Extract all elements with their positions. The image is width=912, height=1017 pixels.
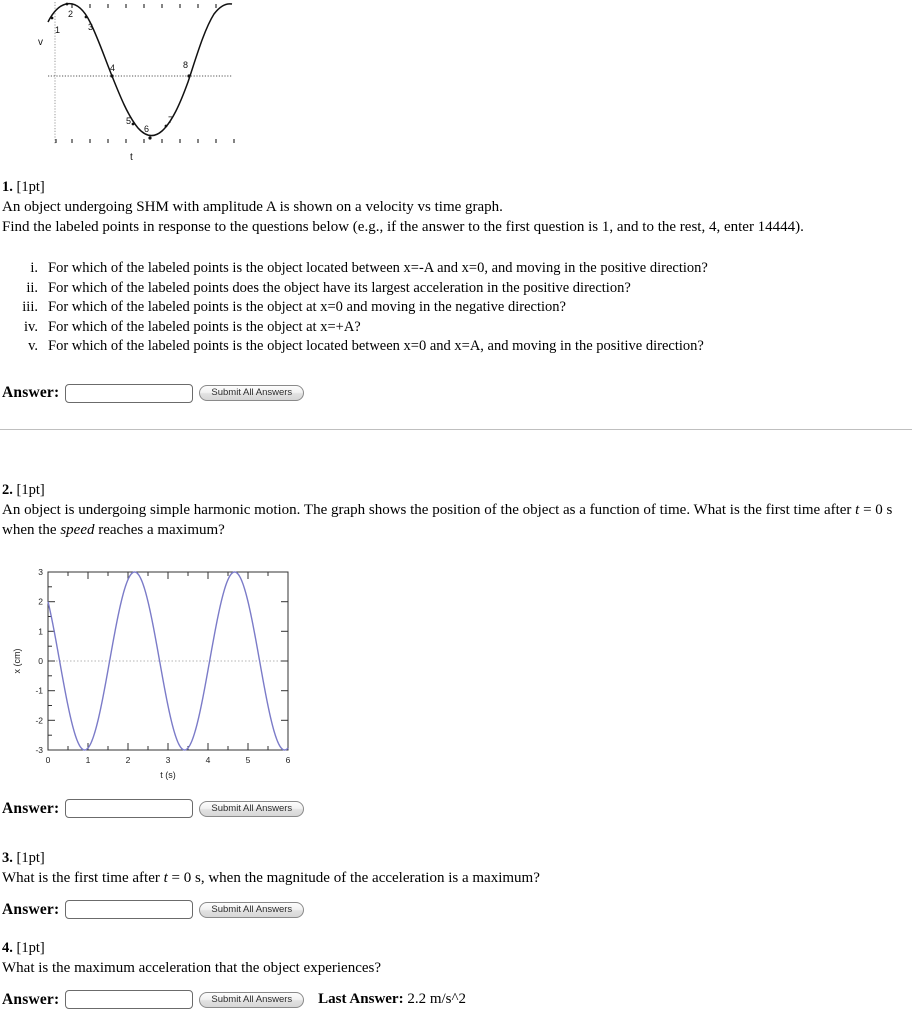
svg-text:4: 4 (205, 755, 211, 765)
question-4-answer-row (2, 990, 912, 1009)
answer-input-1[interactable] (65, 384, 193, 403)
point-label-4: 4 (110, 63, 116, 73)
velocity-vs-time-svg (0, 0, 300, 170)
svg-text:5: 5 (245, 755, 251, 765)
point-label-2: 2 (68, 9, 74, 19)
question-1-paragraph-2: Find the labeled points in response to the questions below (e.g., if the answer to the first question is 1, and to the rest, 4, enter 14444). (2, 219, 804, 235)
question-3-text-part-1: What is the first time after (2, 870, 164, 886)
point-label-1: 1 (55, 25, 61, 35)
last-answer-value: 2.2 m/s^2 (407, 991, 467, 1007)
question-3-text-part-2: = 0 s, when the magnitude of the acceleration is a maximum? (167, 870, 540, 886)
question-2-text (2, 500, 908, 540)
point-label-5: 5 (126, 116, 132, 126)
sub-question-text-i: For which of the labeled points is the object located between x=-A and x=0, and moving in the positive direction? (48, 260, 708, 276)
svg-text:3: 3 (38, 567, 43, 577)
answer-input-3[interactable] (65, 900, 193, 919)
point-label-8: 8 (183, 60, 189, 70)
sub-question-marker-i: i. (30, 260, 38, 276)
question-3-number: 3. (2, 850, 13, 866)
question-2-text-part-2: = 0 s when the (2, 502, 893, 538)
t-s-axis-label: t (s) (160, 770, 176, 780)
point-label-3: 3 (88, 22, 94, 32)
answer-label-2: Answer: (2, 799, 60, 817)
answer-label-4: Answer: (2, 990, 60, 1008)
question-2-block (0, 481, 912, 818)
submit-all-answers-button-2[interactable]: Submit All Answers (199, 801, 304, 817)
y-tick-labels (35, 567, 43, 755)
sub-question-i (0, 259, 912, 279)
question-1-block (0, 178, 912, 430)
svg-text:1: 1 (38, 626, 43, 637)
question-1-points: [1pt] (16, 179, 45, 195)
svg-text:6: 6 (285, 755, 291, 765)
sub-question-marker-v: v. (28, 338, 38, 354)
x-tick-labels (46, 755, 291, 765)
sub-question-v (0, 337, 912, 357)
x-cm-axis-label: x (cm) (12, 648, 22, 674)
sub-question-marker-ii: ii. (26, 279, 38, 296)
question-2-text-part-1: An object is undergoing simple harmonic motion. The graph shows the position of the object as a function of time. What is the first time after (2, 502, 856, 518)
sub-question-iii (0, 298, 912, 318)
svg-text:1: 1 (85, 755, 91, 765)
question-separator (0, 429, 912, 430)
last-answer (318, 991, 466, 1008)
top-tick-marks (72, 4, 216, 8)
point-label-7: 7 (168, 115, 174, 125)
question-3-heading (2, 849, 912, 867)
sub-question-iv (0, 318, 912, 338)
question-4-number: 4. (2, 940, 13, 956)
svg-text:-2: -2 (35, 715, 43, 726)
question-1-paragraph-1: An object undergoing SHM with amplitude A is shown on a velocity vs time graph. (2, 199, 503, 215)
question-2-text-part-3: reaches a maximum? (94, 522, 225, 538)
labeled-point-numbers (55, 9, 188, 134)
position-vs-time-svg (0, 562, 310, 792)
question-4-text: What is the maximum acceleration that the object experiences? (2, 960, 381, 976)
svg-text:3: 3 (165, 755, 171, 765)
question-2-number: 2. (2, 482, 13, 498)
svg-text:2: 2 (125, 755, 131, 765)
question-2-emph-speed: speed (60, 522, 95, 538)
question-3-points: [1pt] (16, 850, 45, 866)
question-3-text (2, 868, 912, 888)
sub-question-marker-iii: iii. (22, 299, 38, 315)
sub-question-ii (0, 279, 912, 299)
question-1-number: 1. (2, 179, 13, 195)
svg-text:0: 0 (45, 755, 51, 765)
answer-input-4[interactable] (65, 990, 193, 1009)
answer-label-3: Answer: (2, 900, 60, 918)
question-2-heading (2, 481, 912, 499)
bottom-tick-marks (56, 139, 234, 143)
t-axis-label: t (130, 152, 133, 163)
submit-all-answers-button-1[interactable]: Submit All Answers (199, 385, 304, 401)
sub-question-text-ii: For which of the labeled points does the object have its largest acceleration in the positive direction? (48, 279, 631, 296)
svg-text:0: 0 (38, 656, 43, 666)
question-2-answer-row (2, 799, 912, 818)
question-1-answer-row (2, 384, 912, 403)
sub-question-marker-iv: iv. (24, 318, 38, 335)
question-2-points: [1pt] (16, 482, 45, 498)
sub-question-text-v: For which of the labeled points is the object located between x=0 and x=A, and moving in the positive direction? (48, 338, 704, 354)
question-1-heading (2, 178, 912, 196)
question-4-block (0, 939, 912, 1009)
answer-input-2[interactable] (65, 799, 193, 818)
question-4-heading (2, 939, 912, 957)
question-3-block (0, 849, 912, 919)
position-vs-time-graph (0, 562, 310, 792)
answer-label-1: Answer: (2, 384, 60, 401)
question-4-points: [1pt] (16, 940, 45, 956)
sub-question-text-iii: For which of the labeled points is the object at x=0 and moving in the negative direction? (48, 299, 566, 315)
velocity-vs-time-graph (0, 0, 300, 170)
svg-text:-3: -3 (35, 745, 43, 755)
question-1-sub-list (0, 259, 912, 357)
submit-all-answers-button-4[interactable]: Submit All Answers (199, 992, 304, 1008)
point-label-6: 6 (144, 124, 150, 134)
sub-question-text-iv: For which of the labeled points is the object at x=+A? (48, 318, 361, 335)
svg-text:-1: -1 (35, 685, 43, 696)
question-2-var-t: t (855, 502, 860, 518)
question-3-answer-row (2, 900, 912, 919)
last-answer-label: Last Answer: (318, 991, 404, 1007)
v-axis-label: v (38, 37, 43, 48)
submit-all-answers-button-3[interactable]: Submit All Answers (199, 902, 304, 918)
question-3-var-t: t (163, 870, 168, 886)
velocity-curve (48, 4, 232, 136)
svg-text:2: 2 (38, 596, 43, 607)
